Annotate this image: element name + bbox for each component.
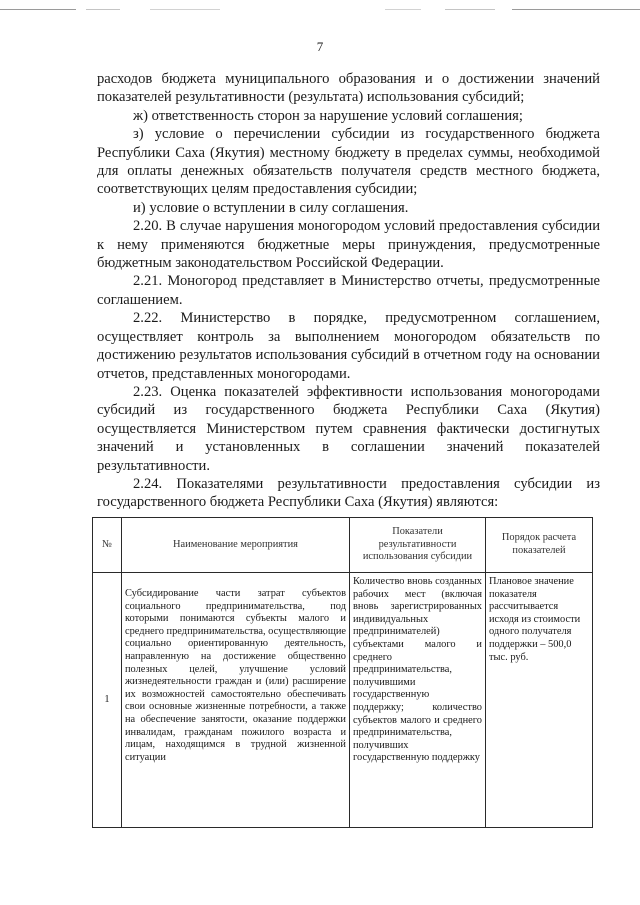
scan-artifact-line — [0, 9, 76, 10]
cell-calculation: Плановое значение показателя рассчитывается исходя из стоимости одного получателя поддержки – 500,0 тыс. руб. — [486, 573, 593, 828]
cell-event-text: Субсидирование части затрат субъектов социального предпринимательства, под которыми понимаются субъекты малого и среднего предпринимательства, осуществляющие социально ориентированную деятельность, направленную на достижение общественно полезных целей, улучшение условий жизнедеятельности граждан и (или) расширение их возможностей самостоятельно обеспечивать свои основные жизненные потребности, а также на обеспечение занятости, оказание поддержки инвалидам, гражданам пожилого возраста и лицам, находящимся в трудной жизненной ситуации — [125, 588, 346, 763]
paragraph: 2.20. В случае нарушения моногородом условий предоставления субсидии к нему применяются бюджетные меры принуждения, предусмотренные бюджетным законодательством Российской Федерации. — [97, 218, 600, 272]
column-header-event: Наименование мероприятия — [122, 518, 350, 573]
indicators-table — [92, 517, 593, 828]
paragraph: 2.24. Показателями результативности предоставления субсидии из государственного бюджета Республики Саха (Якутия) являются: — [97, 475, 600, 511]
paragraph: ж) ответственность сторон за нарушение условий соглашения; — [133, 107, 523, 124]
scan-artifact-line — [86, 9, 120, 10]
paragraph: расходов бюджета муниципального образования и о достижении значений показателей результативности (результата) использования субсидий; — [97, 71, 600, 106]
cell-indicators: Количество вновь созданных рабочих мест (включая вновь зарегистрированных индивидуальных предпринимателей) субъектами малого и среднего предпринимательства, получившими государственную поддержку; количество субъектов малого и среднего предпринимательства, получивших государственную поддержку — [350, 573, 486, 828]
scan-artifact-line — [150, 9, 220, 10]
paragraph: з) условие о перечислении субсидии из государственного бюджета Республики Саха (Якутия) местному бюджету в пределах суммы, необходимой для оплаты денежных обязательств получателя средств местного бюджета, соответствующих целям предоставления субсидии; — [97, 126, 600, 198]
paragraph: 2.23. Оценка показателей эффективности использования моногородами субсидий из государственного бюджета Республики Саха (Якутия) осуществляется Министерством путем сравнения фактически достигнутых значений и установленных в соглашении значений показателей результативности. — [97, 383, 600, 474]
paragraph: 2.21. Моногород представляет в Министерство отчеты, предусмотренные соглашением. — [97, 273, 600, 308]
cell-number: 1 — [93, 573, 122, 828]
column-header-calculation: Порядок расчета показателей — [486, 518, 593, 573]
scan-artifact-line — [385, 9, 421, 10]
cell-event — [122, 573, 350, 828]
document-body — [97, 70, 600, 512]
scan-artifact-line — [512, 9, 640, 10]
paragraph: 2.22. Министерство в порядке, предусмотренном соглашением, осуществляет контроль за выполнением моногородом обязательств по достижению результатов использования субсидий в отчетном году на основании отчетов, представленных моногородами. — [97, 310, 600, 382]
table-header-row — [93, 518, 593, 573]
table-row — [93, 573, 593, 828]
cell-spacer — [125, 576, 346, 588]
column-header-indicators: Показатели результативности использования субсидии — [350, 518, 486, 573]
column-header-number: № — [93, 518, 122, 573]
paragraph: и) условие о вступлении в силу соглашения. — [133, 199, 409, 216]
page-number: 7 — [316, 39, 324, 54]
scan-artifact-line — [445, 9, 495, 10]
